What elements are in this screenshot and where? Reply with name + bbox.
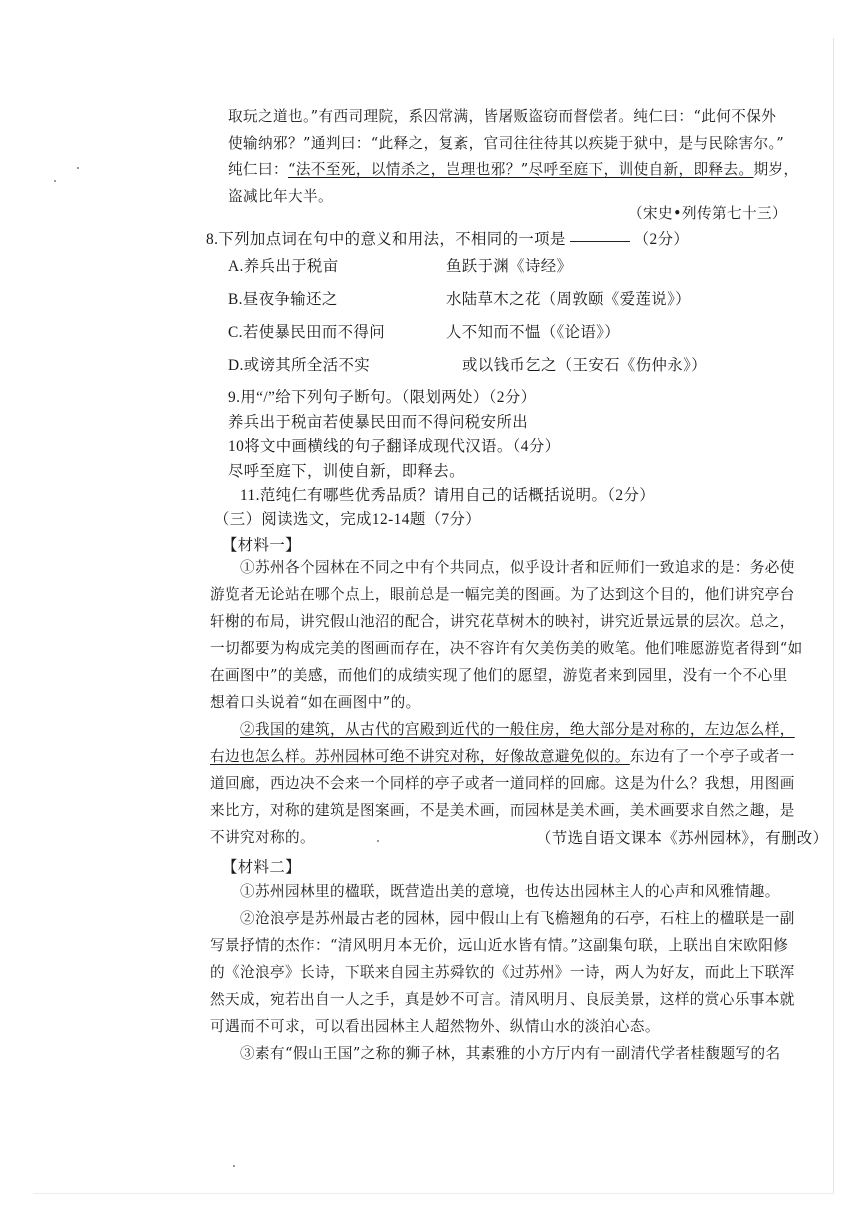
q8-stem-text: 8.下列加点词在句中的意义和用法，不相同的一项是 (206, 231, 566, 248)
q8-option-a-right: 鱼跃于渊《诗经》 (446, 258, 573, 275)
q8-score: （2分） (633, 231, 690, 248)
m1-p1-line-6: 想着口头说着“如在画图中”的。 (210, 694, 421, 711)
m2-line-1: ①苏州园林里的楹联，既营造出美的意境，也传达出园林主人的心声和风雅情趣。 (240, 883, 780, 900)
passage-source: （宋史•列传第七十三） (628, 205, 787, 222)
q9-text: 养兵出于税亩若使暴民田而不得问税安所出 (228, 414, 529, 431)
q8-option-c-right: 人不知而不愠（《论语》） (446, 324, 621, 341)
m2-line-3: 写景抒情的杰作：“清风明月本无价，远山近水皆有情。”这副集句联，上联出自宋欧阳修 (210, 937, 789, 954)
passage-line-3-tail: 期岁， (753, 161, 799, 178)
m1-p2-line-3: 道回廊，西边决不会来一个同样的亭子或者一道同样的回廊。这是为什么？我想，用图画 (210, 775, 795, 792)
material-1-label: 【材料一】 (222, 537, 301, 554)
m1-p2-line-2-rest: 东边有了一个亭子或者一 (629, 748, 795, 765)
m1-p1-line-3: 轩榭的布局，讲究假山池沼的配合，讲究花草树木的映衬，讲究近景远景的层次。总之， (210, 613, 795, 630)
m1-p1-line-2: 游览者无论站在哪个点上，眼前总是一幅完美的图画。为了达到这个目的，他们讲究亭台 (210, 586, 795, 603)
passage-line-1: 取玩之道也。”有西司理院，系囚常满，皆屠贩盗窃而督偿者。纯仁曰：“此何不保外 (228, 108, 777, 125)
material-2-label: 【材料二】 (222, 859, 301, 876)
m2-line-5: 然天成，宛若出自一人之手，真是妙不可言。清风明月、良辰美景，这样的赏心乐事本就 (210, 991, 795, 1008)
q8-option-b-right: 水陆草木之花（周敦颐《爱莲说》） (446, 291, 691, 308)
q8-stem (206, 227, 689, 249)
underlined-sentence: “法不至死，以情杀之，岂理也邪？”尽呼至庭下，训使自新，即释去。 (287, 161, 754, 178)
m1-p2-underlined-1: ②我国的建筑，从古代的宫殿到近代的一般住房，绝大部分是对称的，左边怎么样， (240, 721, 795, 738)
m1-p2-line-4: 来比方，对称的建筑是图案画，不是美术画，而园林是美术画，美术画要求自然之趣，是 (210, 802, 795, 819)
m2-line-4: 的《沧浪亭》长诗，下联来自园主苏舜钦的《过苏州》一诗，两人为好友，而此上下联浑 (210, 964, 795, 981)
m1-p2-line-2 (210, 745, 795, 766)
passage-line-4: 盗减比年大半。 (228, 188, 333, 205)
scan-speck (377, 840, 379, 842)
q9-stem: 9.用“/”给下列句子断句。（限划两处）（2分） (228, 389, 537, 406)
q10-stem: 10将文中画横线的句子翻译成现代汉语。（4分） (228, 438, 561, 455)
q11-stem: 11.范纯仁有哪些优秀品质？请用自己的话概括说明。（2分） (240, 487, 656, 504)
scan-speck (77, 167, 79, 169)
answer-blank[interactable] (570, 240, 630, 242)
section3-title: （三）阅读选文，完成12-14题（7分） (214, 511, 482, 528)
passage-line-2: 使输纳邪？”通判曰：“此释之，复紊，官司往往待其以疾毙于狱中，是与民除害尔。” (228, 135, 785, 152)
m1-p2-underlined-2: 右边也怎么样。苏州园林可绝不讲究对称，好像故意避免似的。 (210, 748, 630, 765)
passage-line-3 (228, 158, 799, 179)
m1-p1-line-1: ①苏州各个园林在不同之中有个共同点，似乎设计者和匠师们一致追求的是：务必使 (240, 559, 795, 576)
q8-option-b-left: B.昼夜争输还之 (228, 291, 338, 308)
q10-text: 尽呼至庭下，训使自新，即释去。 (228, 463, 465, 480)
scan-speck (233, 1165, 235, 1167)
m2-line-2: ②沧浪亭是苏州最古老的园林，园中假山上有飞檐翘角的石亭，石柱上的楹联是一副 (240, 910, 795, 927)
q8-option-c-left: C.若使暴民田而不得问 (228, 324, 386, 341)
m1-p2-line-5: 不讲究对称的。 (210, 829, 315, 846)
q8-option-d-right: 或以钱币乞之（王安石《伤仲永》） (462, 357, 707, 374)
scan-speck (54, 180, 56, 182)
m2-line-6: 可遇而不可求，可以看出园林主人超然物外、纵情山水的淡泊心态。 (210, 1018, 660, 1035)
material-1-source: （节选自语文课本《苏州园林》，有删改） (536, 830, 829, 847)
m1-p1-line-4: 一切都要为构成完美的图画而存在，决不容许有欠美伤美的败笔。他们唯愿游览者得到“如 (210, 640, 803, 657)
m2-line-7: ③素有“假山王国”之称的狮子林，其素雅的小方厅内有一副清代学者桂馥题写的名 (240, 1045, 781, 1062)
passage-line-3-lead: 纯仁曰： (228, 161, 288, 178)
q8-option-d-left: D.或谤其所全活不实 (228, 357, 371, 374)
m1-p1-line-5: 在画图中”的美感，而他们的成绩实现了他们的愿望，游览者来到园里，没有一个不心里 (210, 667, 788, 684)
q8-option-a-left: A.养兵出于税亩 (228, 258, 339, 275)
